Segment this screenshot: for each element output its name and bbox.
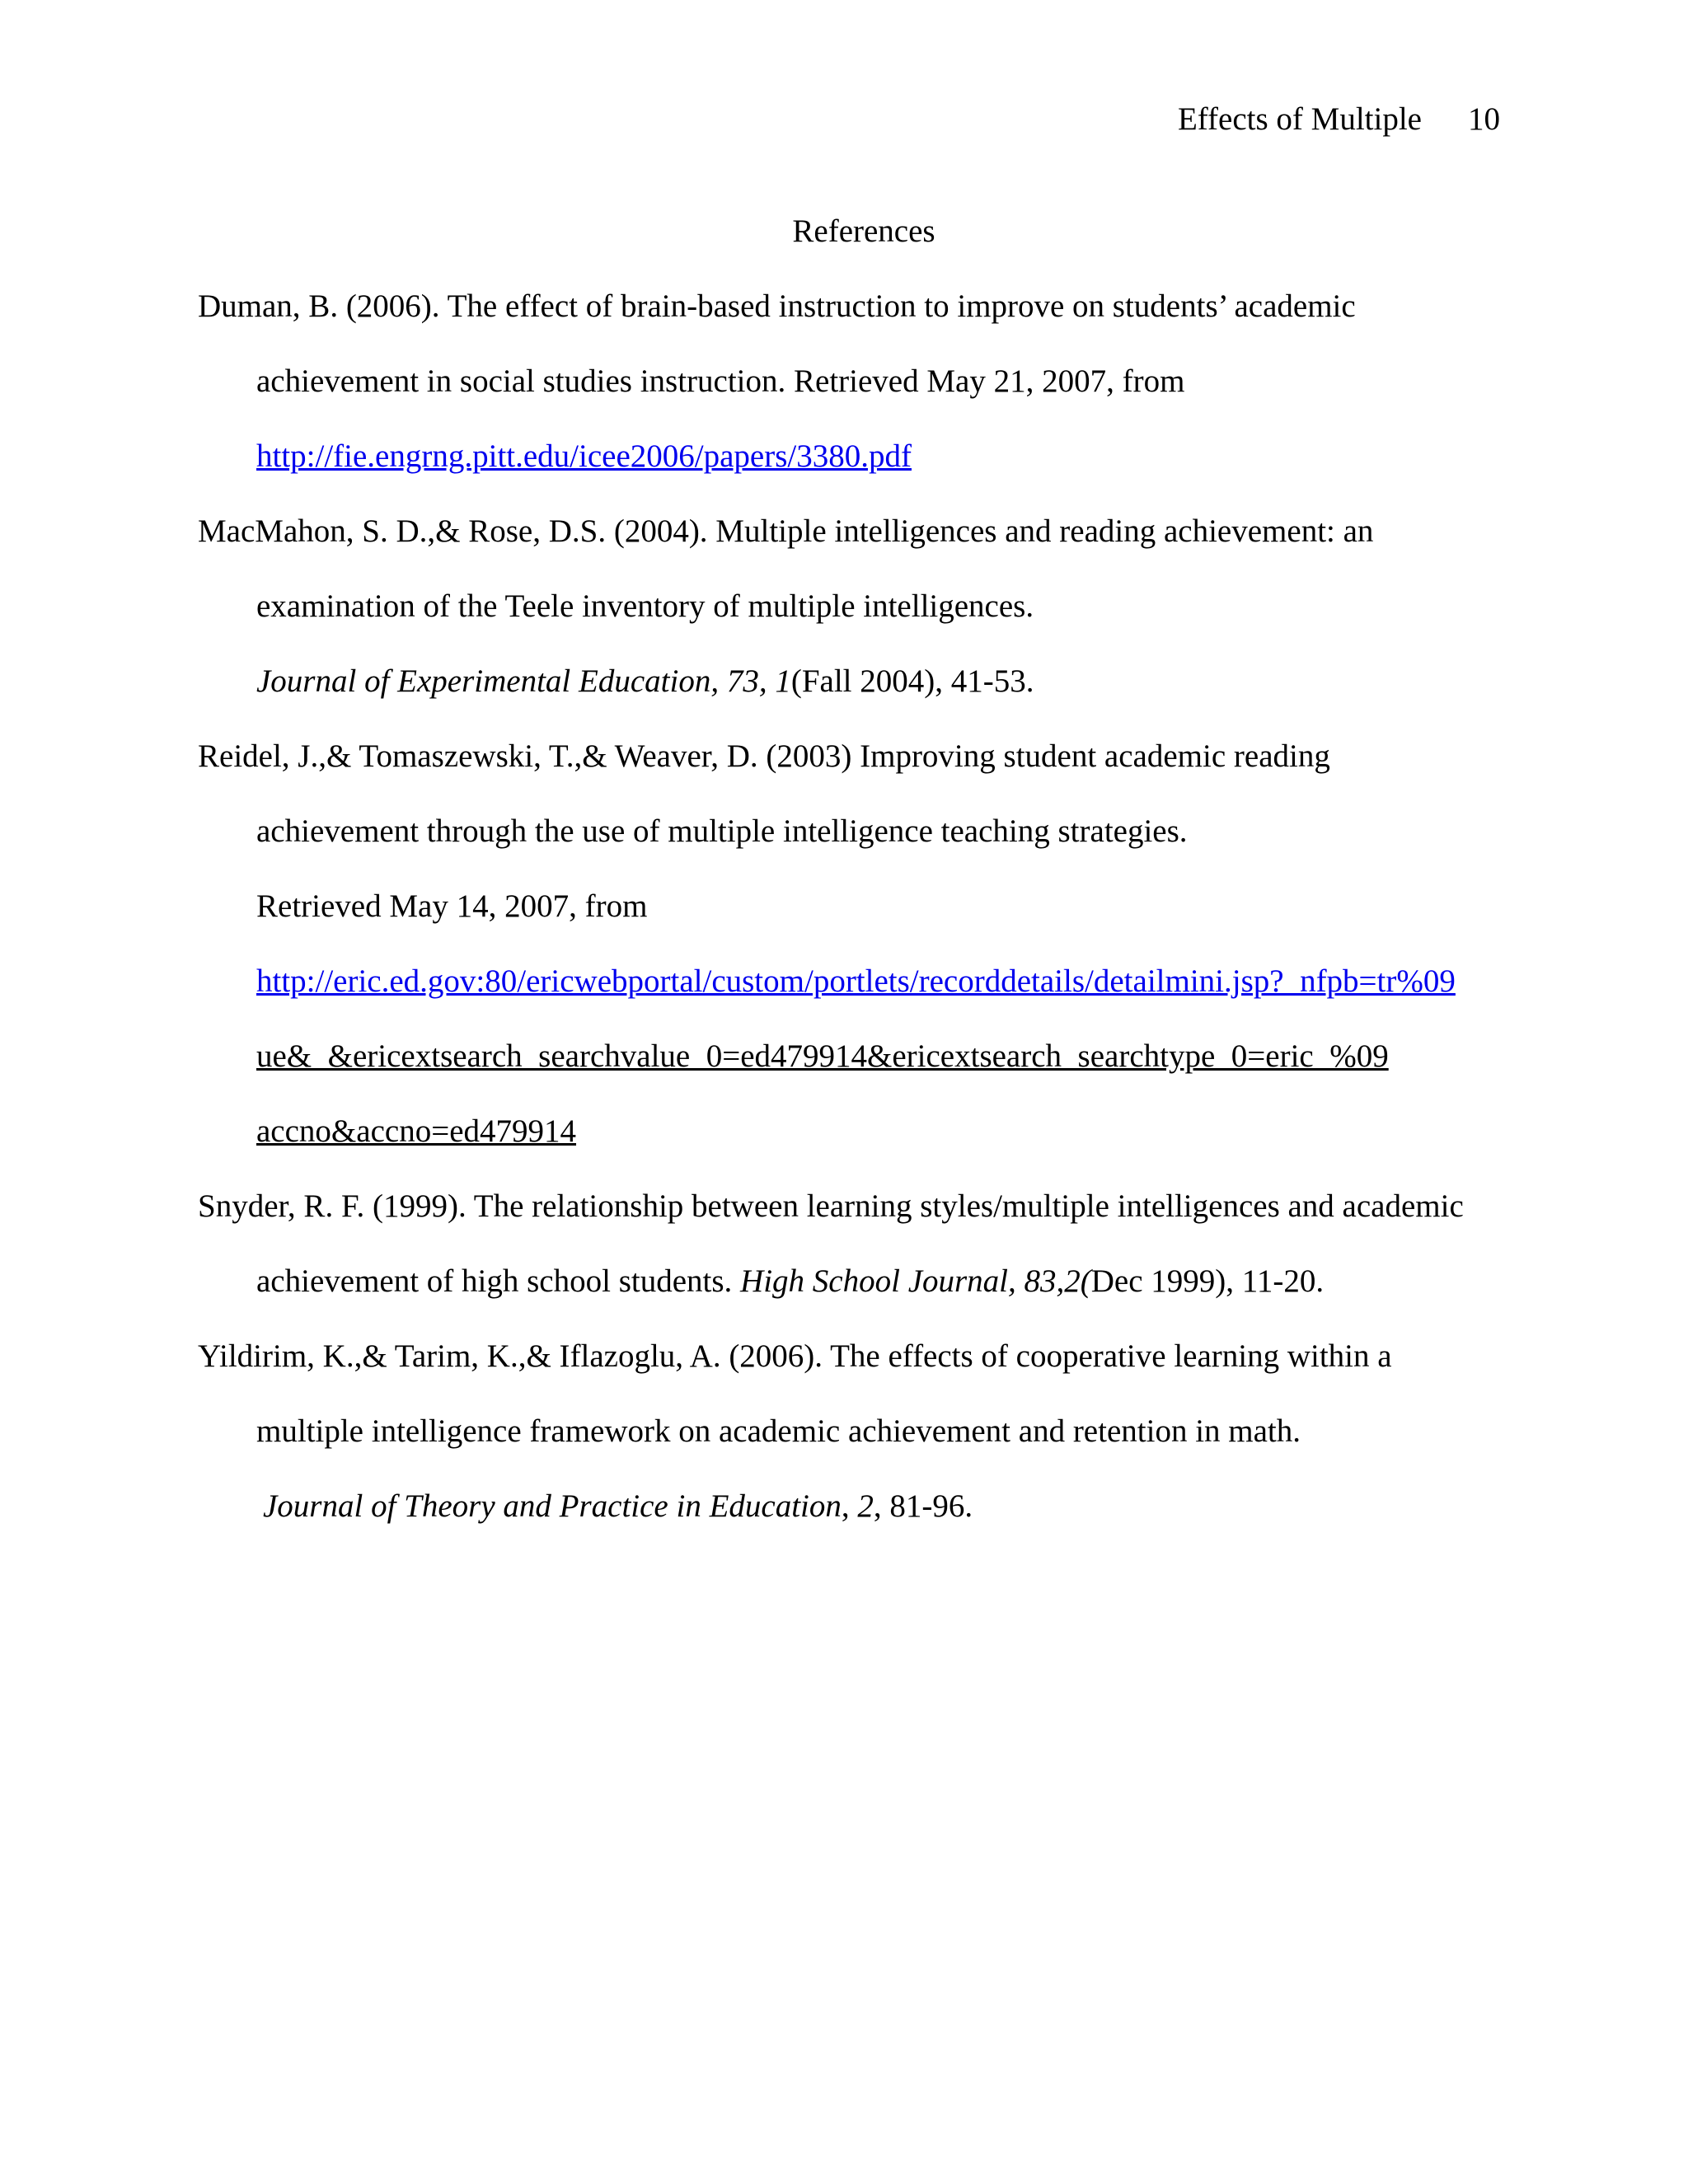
ref-reidel-url-link[interactable]: http://eric.ed.gov:80/ericwebportal/custom/portlets/recorddetails/detailmini.jsp?_nfpb=tr%09 xyxy=(256,963,1456,999)
ref-snyder-line-2-text: achievement of high school students. xyxy=(256,1263,741,1299)
ref-yildirim-sep: , xyxy=(841,1488,858,1524)
ref-macmahon-journal-details: (Fall 2004), 41-53. xyxy=(790,663,1034,699)
ref-reidel-url-continuation-2[interactable]: accno&accno=ed479914 xyxy=(256,1113,577,1149)
ref-macmahon-line-2: examination of the Teele inventory of multiple intelligences. xyxy=(256,588,1034,624)
ref-yildirim-journal: Journal of Theory and Practice in Education xyxy=(263,1488,842,1524)
running-head-title: Effects of Multiple xyxy=(1177,101,1422,137)
references-heading: References xyxy=(792,213,935,249)
ref-duman-url-link[interactable]: http://fie.engrng.pitt.edu/icee2006/papers/3380.pdf xyxy=(256,438,912,474)
ref-snyder-journal-details: Dec 1999), 11-20. xyxy=(1090,1263,1325,1299)
ref-macmahon-line-3 xyxy=(256,659,1034,704)
ref-yildirim-volume: 2 xyxy=(857,1488,874,1524)
ref-snyder-line-2 xyxy=(256,1259,1324,1304)
ref-reidel-url-continuation-1[interactable]: ue&_&ericextsearch_searchvalue_0=ed479914&ericextsearch_searchtype_0=eric_%09 xyxy=(256,1038,1389,1074)
running-header xyxy=(1178,97,1500,142)
ref-snyder-line-1: Snyder, R. F. (1999). The relationship between learning styles/multiple intelligences and academic xyxy=(198,1188,1464,1224)
ref-duman-url-line xyxy=(256,434,912,479)
ref-duman-line-1: Duman, B. (2006). The effect of brain-based instruction to improve on students’ academic xyxy=(198,288,1356,324)
ref-yildirim-journal-details: , 81-96. xyxy=(873,1488,973,1524)
ref-reidel-url-line-2 xyxy=(256,1034,1389,1079)
ref-reidel-line-1: Reidel, J.,& Tomaszewski, T.,& Weaver, D. (2003) Improving student academic reading xyxy=(198,738,1330,774)
ref-macmahon-line-1: MacMahon, S. D.,& Rose, D.S. (2004). Multiple intelligences and reading achievement: an xyxy=(198,513,1374,549)
ref-reidel-line-3: Retrieved May 14, 2007, from xyxy=(256,888,648,924)
ref-yildirim-line-1: Yildirim, K.,& Tarim, K.,& Iflazoglu, A. (2006). The effects of cooperative learning within a xyxy=(198,1338,1392,1374)
ref-reidel-line-2: achievement through the use of multiple intelligence teaching strategies. xyxy=(256,813,1188,849)
page-number: 10 xyxy=(1468,101,1500,137)
ref-duman-line-2: achievement in social studies instruction. Retrieved May 21, 2007, from xyxy=(256,363,1185,399)
ref-yildirim-line-3 xyxy=(263,1484,973,1529)
ref-snyder-journal: High School Journal, 83,2( xyxy=(740,1263,1091,1299)
ref-yildirim-line-2: multiple intelligence framework on academic achievement and retention in math. xyxy=(256,1413,1301,1449)
ref-macmahon-journal: Journal of Experimental Education, 73, 1 xyxy=(256,663,791,699)
ref-reidel-url-line-3 xyxy=(256,1109,576,1154)
ref-reidel-url-line-1 xyxy=(256,959,1456,1004)
